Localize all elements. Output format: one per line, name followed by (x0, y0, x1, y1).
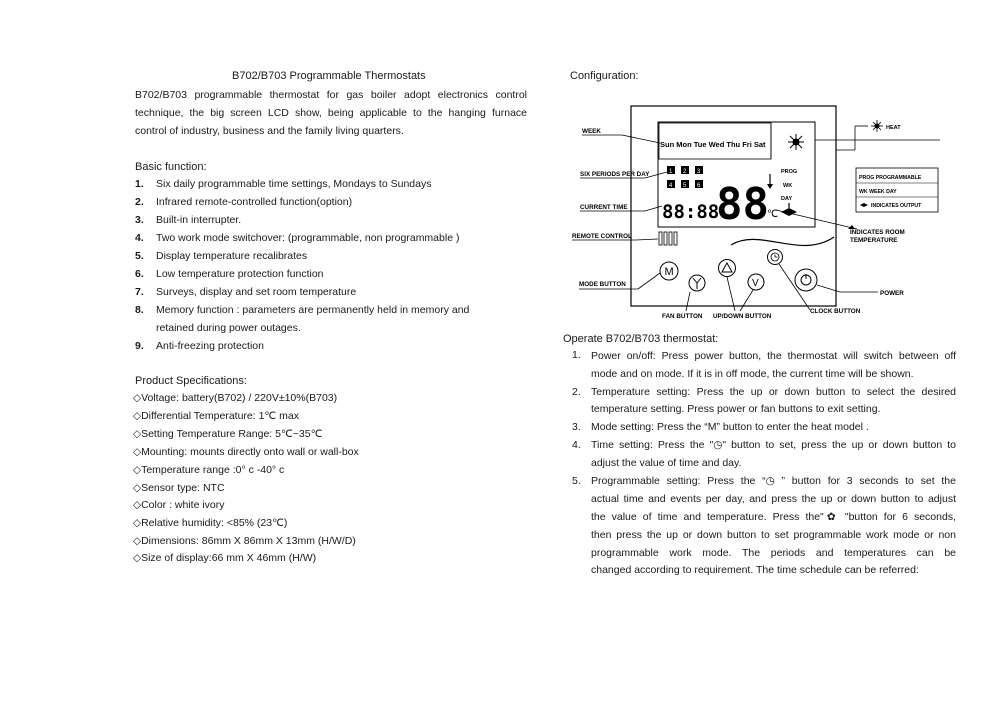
period-indicators (667, 166, 703, 189)
list-item: 9. Anti-freezing protection (135, 340, 264, 352)
intro-line: control of industry, business and the family living quarters. (135, 125, 404, 137)
list-item: 1. Six daily programmable time settings, Mondays to Sundays (135, 178, 432, 190)
svg-text:FAN BUTTON: FAN BUTTON (662, 313, 703, 320)
op-line: Temperature setting: Press the up or down button to select the desired (591, 386, 956, 398)
op-number: 1. (572, 349, 581, 361)
svg-text:INDICATES ROOM: INDICATES ROOM (850, 229, 905, 236)
svg-text:POWER: POWER (880, 290, 904, 297)
intro-line: B702/B703 programmable thermostat for gas boiler adopt electronics control (135, 89, 527, 101)
fan-icon (693, 278, 701, 289)
spec-item: ◇Sensor type: NTC (133, 482, 225, 494)
lcd-temperature-digits: 88 (716, 179, 769, 230)
op-line: Power on/off: Press power button, the thermostat will switch between off (591, 350, 956, 362)
op-line: Mode setting: Press the “M” button to enter the heat model . (591, 421, 869, 433)
down-button[interactable] (748, 274, 764, 290)
list-item: retained during power outages. (156, 322, 301, 334)
op-number: 4. (572, 439, 581, 451)
op-line: the value of time and temperature. Press the"✿ "button for 6 seconds, (591, 511, 956, 523)
svg-text:WEEK: WEEK (582, 128, 601, 135)
op-line: Programmable setting: Press the “◷ ” button for 3 seconds to set the (591, 475, 956, 487)
svg-text:PROG: PROG (781, 169, 798, 175)
operate-heading: Operate B702/B703 thermostat: (563, 333, 719, 345)
list-item: 2. Infrared remote-controlled function(option) (135, 196, 353, 208)
up-arrow-icon (722, 263, 732, 272)
spec-item: ◇Size of display:66 mm X 46mm (H/W) (133, 552, 317, 564)
clock-button[interactable] (768, 250, 783, 265)
list-item: 4. Two work mode switchover: (programmable, non programmable ) (135, 232, 460, 244)
op-line: actual time and events per day, and press the up or down button to adjust (591, 493, 956, 505)
op-line: adjust the value of time and day. (591, 457, 742, 469)
op-number: 5. (572, 475, 581, 487)
svg-text:CURRENT TIME: CURRENT TIME (580, 204, 628, 211)
list-item: 7. Surveys, display and set room temperature (135, 286, 357, 298)
svg-text:SIX PERIODS PER DAY: SIX PERIODS PER DAY (580, 171, 650, 178)
list-item: 3. Built-in interrupter. (135, 214, 242, 226)
list-item: 6. Low temperature protection function (135, 268, 324, 280)
svg-text:TEMPERATURE: TEMPERATURE (850, 237, 898, 244)
down-v-icon: V (752, 278, 759, 289)
basic-function-heading: Basic function: (135, 161, 207, 173)
svg-text:3: 3 (697, 169, 701, 175)
svg-text:WK: WK (783, 183, 793, 189)
lcd-time-digits: 88:88 (662, 201, 720, 223)
spec-item: ◇Mounting: mounts directly onto wall or wall-box (133, 446, 359, 458)
product-specifications-heading: Product Specifications: (135, 375, 247, 387)
sun-icon (788, 134, 804, 150)
thermostat-configuration-diagram (560, 95, 950, 327)
list-item: 5. Display temperature recalibrates (135, 250, 308, 262)
svg-text:UP/DOWN BUTTON: UP/DOWN BUTTON (713, 313, 772, 320)
svg-text:M: M (664, 266, 674, 278)
intro-line: technique, the big screen LCD show, being applicable to the hanging furnace (135, 107, 527, 119)
svg-text:HEAT: HEAT (886, 125, 901, 131)
svg-text:6: 6 (697, 183, 701, 189)
spec-item: ◇Dimensions: 86mm X 86mm X 13mm (H/W/D) (133, 535, 356, 547)
ir-window-icon (659, 232, 677, 245)
op-line: then press the up or down button to set programmable work mode or non (591, 529, 956, 541)
fan-button[interactable] (689, 275, 705, 291)
wave-divider (731, 237, 834, 245)
op-line: mode and on mode. If it is in off mode, the current time will be shown. (591, 368, 914, 380)
svg-text:4: 4 (669, 183, 673, 189)
intro-paragraph (135, 86, 527, 140)
configuration-heading: Configuration: (570, 70, 639, 82)
op-line: Time setting: Press the "◷" button to set, press the up or down button to (591, 439, 956, 451)
svg-text:5: 5 (683, 183, 687, 189)
heat-sun-icon (871, 120, 883, 132)
list-item: 8. Memory function : parameters are permanently held in memory and (135, 304, 470, 316)
svg-text:PROG PROGRAMMABLE: PROG PROGRAMMABLE (859, 175, 922, 181)
svg-text:2: 2 (683, 169, 687, 175)
svg-text:MODE BUTTON: MODE BUTTON (579, 281, 626, 288)
spec-item: ◇Differential Temperature: 1℃ max (133, 410, 299, 422)
spec-item: ◇Voltage: battery(B702) / 220V±10%(B703) (133, 392, 338, 404)
spec-item: ◇Color : white ivory (133, 499, 225, 511)
up-button[interactable] (719, 260, 736, 277)
svg-text:CLOCK BUTTON: CLOCK BUTTON (810, 308, 861, 315)
svg-text:1: 1 (669, 169, 673, 175)
lcd-unit: ℃ (767, 209, 779, 220)
op-line: temperature setting. Press power or fan buttons to exit setting. (591, 403, 881, 415)
spec-item: ◇Temperature range :0° c -40° c (133, 464, 285, 476)
op-line: programmable work mode. The periods and temperatures can be (591, 547, 956, 559)
svg-text:INDICATES OUTPUT: INDICATES OUTPUT (871, 203, 922, 209)
svg-text:REMOTE CONTROL: REMOTE CONTROL (572, 233, 632, 240)
power-button[interactable] (795, 269, 817, 291)
spec-item: ◇Setting Temperature Range: 5℃~35℃ (133, 428, 323, 440)
op-number: 3. (572, 421, 581, 433)
op-line: changed according to requirement. The time schedule can be referred: (591, 564, 919, 576)
lcd-days: Sun Mon Tue Wed Thu Fri Sat (660, 140, 766, 149)
mode-button[interactable] (660, 262, 678, 280)
svg-text:WK WEEK DAY: WK WEEK DAY (859, 189, 897, 195)
spec-item: ◇Relative humidity: <85% (23℃) (133, 517, 288, 529)
document-title: B702/B703 Programmable Thermostats (232, 70, 426, 82)
svg-text:DAY: DAY (781, 196, 793, 202)
op-number: 2. (572, 386, 581, 398)
